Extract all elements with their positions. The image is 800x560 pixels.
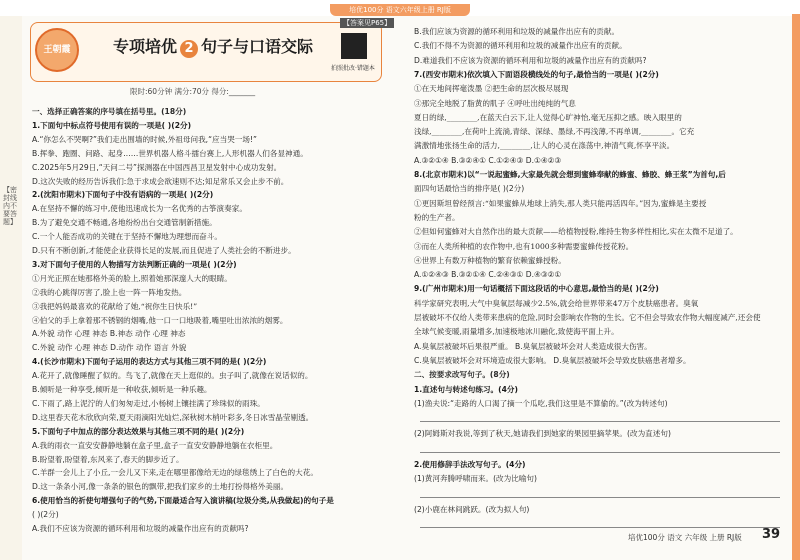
question-line: A.外貌 动作 心理 神态 B.神态 动作 心理 神态 (32, 329, 186, 339)
question-line: C.外貌 动作 心理 神态 D.动作 动作 语言 外貌 (32, 343, 187, 353)
question-line: (2)小鹿在林间跳跃。(改为拟人句) (414, 504, 530, 514)
question-stem: 2.使用修辞手法改写句子。(4分) (414, 460, 526, 469)
question-line: D.这一条条小河,像一条条的银色的飘带,把我们家乡的土地打扮得格外美丽。 (32, 482, 289, 492)
question-line: ②我的心跳得厉害了,脸上也一阵一阵地发热。 (32, 287, 187, 297)
question-line: B.盼望着,盼望着,东风来了,春天的脚步近了。 (32, 454, 184, 464)
question-line: ③而在人类所种植的农作物中,也有1000多种需要蜜蜂传授花粉。 (414, 241, 634, 251)
question-line: 层被破坏不仅给人类带来患病的危险,同时会影响农作物的生长。它不但会导致农作物大幅度减产,还会使 (414, 313, 761, 322)
answer-line[interactable] (420, 421, 780, 422)
title-number: 2 (180, 40, 198, 58)
question-line: (1)渔夫说:“走路的人口渴了摘一个瓜吃,我们这里是不算偷的。”(改为转述句) (414, 398, 668, 408)
answer-line[interactable] (420, 497, 780, 498)
answer-line[interactable] (420, 527, 780, 528)
question-line: ②但如何蜜蜂对大自然作出的最大贡献——给植物授粉,维持生物多样性相比,实在太微不足道了。 (414, 227, 738, 237)
question-line: A.“你怎么不哭啊?”我们走出围墙的时候,外祖母问我,“应当哭一场!” (32, 134, 257, 144)
question-line: 夏日的绿,________,在蓝天白云下,让人觉得心旷神怡,毫无压抑之感。映入眼里的 (414, 112, 682, 122)
question-line: ③我把妈妈最喜欢的花献给了她,“祝你生日快乐!” (32, 301, 198, 311)
title-prefix: 专项培优 (113, 37, 178, 56)
qr-caption: 拍照批改·错题本 (331, 65, 375, 72)
question-line: A.在坚持不懈的练习中,使他迅速成长为一名优秀的古筝演奏家。 (32, 204, 247, 214)
question-line: ①在天地间挥毫泼墨 ②把生命的层次极尽展现 (414, 84, 569, 94)
section-heading: 一、选择正确答案的序号填在括号里。(18分) (32, 107, 187, 116)
question-stem: 2.(沈阳市期末)下面句子中没有语病的一项是( )(2分) (32, 190, 214, 200)
question-line: B.我们应该为资源的循环利用和垃圾的减量作出应有的贡献。 (414, 27, 620, 36)
question-line: A.我的雨衣一直安安静静地躺在盒子里,盒子一直安安静静地躺在衣柜里。 (32, 440, 278, 450)
question-line: 满激情地张扬生命的活力,________,让人的心灵在涤荡中,神清气爽,怀享平淡。 (414, 141, 675, 151)
question-line: (1)黄河奔腾呼啸而来。(改为比喻句) (414, 474, 537, 484)
question-stem: 8.(北京市期末)以“一说起蜜蜂,大家最先就会想到蜜蜂奉献的蜂蜜、蜂胶、蜂王浆”为首句,后 (414, 170, 726, 179)
question-stem: 4.(长沙市期末)下面句子运用的表达方式与其他三项不同的是( )(2分) (32, 357, 267, 367)
question-line: B.为了避免交通不畅通,各地纷纷出台交通管制新措施。 (32, 218, 217, 228)
question-line: B.倾听是一种享受,倾听是一种收获,倾听是一种乐趣。 (32, 385, 212, 394)
question-line: (2)阿姆斯对我说,等到了秋天,她请我们到她家的果园里摘苹果。(改为直述句) (414, 429, 671, 439)
question-line: ④伯父的手上拿着那不锈钢的烟嘴,他一口一口地吸着,嘴里吐出浓浓的烟雾。 (32, 315, 288, 325)
section-title (113, 34, 313, 58)
seal-line-note: 【密封线内不要答题】 (3, 186, 17, 226)
question-line: ④世界上有数万种植物的繁育依赖蜜蜂授粉。 (414, 255, 566, 265)
question-line: D.这里春天花木欣欣向荣,夏天雨滴阳光灿烂,深秋树木梢叶彩多,冬日冰雪晶莹剔透。 (32, 412, 314, 422)
question-line: 全球气候变暖,雨量增多,加速极地冰川融化,致使海平面上升。 (414, 327, 619, 337)
question-stem: 6.使用恰当的祈使句增强句子的气势,下面最适合写入演讲稿(垃圾分类,从我做起)的句子是 (32, 496, 334, 506)
footer-text: 培优100分 语文 六年级 上册 RJ版 (628, 533, 742, 542)
question-line: ③那完全地脱了脂黄的肌子 ④呼吐出纯纯的气息 (414, 98, 576, 108)
title-main: 句子与口语交际 (201, 37, 314, 56)
question-line: A.①②④③ B.③②①④ C.②④③① D.④③②① (414, 270, 562, 280)
answer-reference: 【答案见P65】 (340, 18, 394, 28)
question-line: C.羊群一会儿上了小丘,一会儿又下来,走在哪里都像给无边的绿毯绣上了白色的大花。 (32, 468, 318, 478)
question-line: A.③②①④ B.③②④① C.①②④③ D.①④②③ (414, 155, 562, 165)
question-line: 科学家研究表明,大气中臭氧层每减少2.5%,就会给世界带来47万个皮肤癌患者。臭氧 (414, 298, 699, 308)
question-line: 面四句话最恰当的排序是( )(2分) (414, 184, 525, 194)
series-band: 培优100分 语文六年级上册 RJ版 (330, 4, 470, 16)
brand-logo: 王朝霞 (35, 28, 79, 72)
question-line: C.我们不得不为资源的循环利用和垃圾的减量作出应有的贡献。 (414, 41, 627, 51)
question-line: D.这次失败的经历告诉我们:急于求成会欲速则不达;知足常乐又会止步不前。 (32, 176, 289, 186)
question-line: C.一个人能否成功的关键在于坚持不懈地为理想而奋斗。 (32, 232, 222, 242)
question-line: D.只有不断创新,才能使企业获得长足的发展,而且促进了人类社会的不断进步。 (32, 246, 296, 255)
question-stem: 3.对下面句子使用的人物描写方法判断正确的一项是( )(2分) (32, 259, 237, 269)
section-heading: 二、按要求改写句子。(8分) (414, 370, 510, 380)
question-stem: 9.(广州市期末)用一句话概括下面这段话的中心意思,最恰当的是( )(2分) (414, 284, 659, 294)
section-header (30, 22, 382, 82)
question-stem: 7.(西安市期末)依次填入下面语段横线处的句子,最恰当的一项是( )(2分) (414, 69, 659, 79)
question-stem: 1.下面句中标点符号使用有误的一项是( )(2分) (32, 120, 192, 130)
question-line: C.下雨了,路上泥泞的人们匆匆走过,小杨树上镶挂满了珍珠似的雨珠。 (32, 398, 265, 408)
page-number: 39 (762, 527, 781, 542)
qr-code-icon[interactable] (341, 33, 367, 59)
question-line: ①月光正照在她那格外美的脸上,照着她那深邃人大的眼睛。 (32, 273, 232, 283)
question-line: B.挥拳、跑圈、问路、起身……世界机器人格斗擂台赛上,人形机器人们各显神通。 (32, 148, 308, 158)
exam-meta: 限时:60分钟 满分:70分 得分:_______ (130, 87, 256, 96)
question-line: A.我们不应该为资源的循环利用和垃圾的减量作出应有的贡献吗? (32, 524, 249, 533)
left-margin (0, 16, 22, 560)
question-line: ①更因斯坦曾经预言:“如果蜜蜂从地球上消失,那人类只能再活四年。”因为,蜜蜂是主要授 (414, 198, 707, 208)
question-line: A.花开了,就像睡醒了似的。鸟飞了,就像在天上逛似的。虫子叫了,就像在说话似的。 (32, 371, 313, 381)
question-stem: 5.下面句子中加点的部分表达效果与其他三项不同的是( )(2分) (32, 426, 245, 436)
question-line: D.难道我们不应该为资源的循环利用和垃圾的减量作出应有的贡献吗? (414, 55, 647, 65)
question-line: C.臭氧层被破坏会对环境造成很大影响。 D.臭氧层被破坏会导致皮肤癌患者增多。 (414, 355, 691, 365)
answer-line[interactable] (420, 452, 780, 453)
question-line: A.臭氧层被破坏后果很严重。 B.臭氧层被破坏会对人类造成很大伤害。 (414, 341, 652, 351)
question-line: ( )(2分) (32, 510, 59, 520)
question-line: 浅绿,________,在荷叶上流淌,青绿、深绿、墨绿,不再浅薄,不再单调,________。它充 (414, 127, 695, 137)
question-line: C.2025年5月29日,“天问二号”探测器在中国西昌卫星发射中心成功发射。 (32, 162, 282, 172)
question-stem: 1.直述句与转述句练习。(4分) (414, 384, 518, 394)
right-border (792, 14, 800, 560)
question-line: 粉的生产者。 (414, 212, 460, 222)
